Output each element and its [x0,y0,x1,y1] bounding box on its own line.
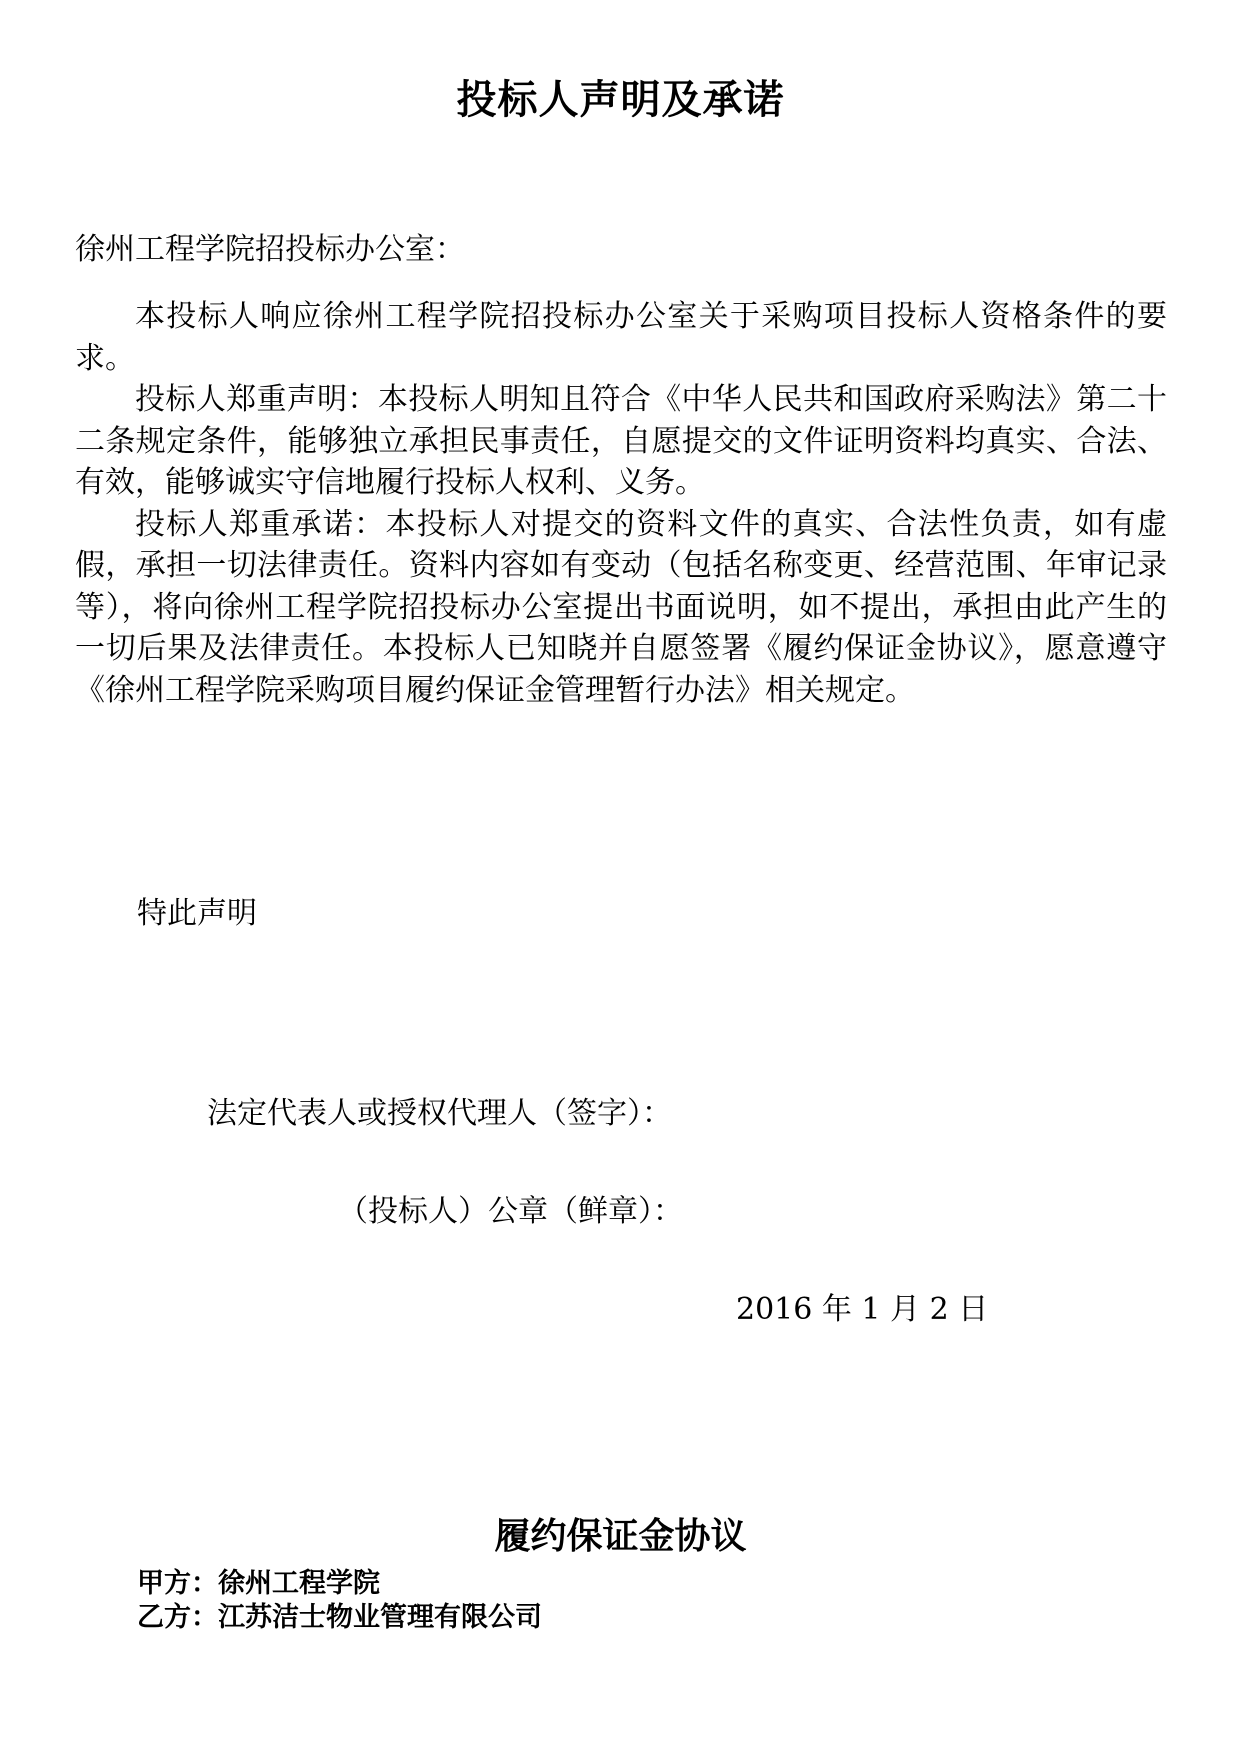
party-a: 甲方：徐州工程学院 [137,1568,380,1599]
addressee: 徐州工程学院招投标办公室： [75,232,465,267]
paragraph-statement: 投标人郑重声明：本投标人明知且符合《中华人民共和国政府采购法》第二十二条规定条件，能够独立承担民事责任，自愿提交的文件证明资料均真实、合法、有效，能够诚实守信地履行投标人权利、义务。 [75,382,1167,500]
declaration-body [75,296,1167,711]
paragraph-commitment: 投标人郑重承诺：本投标人对提交的资料文件的真实、合法性负责，如有虚假，承担一切法律责任。资料内容如有变动（包括名称变更、经营范围、年审记录等），将向徐州工程学院招投标办公室提出书面说明，如不提出，承担由此产生的一切后果及法律责任。本投标人已知晓并自愿签署《履约保证金协议》，愿意遵守《徐州工程学院采购项目履约保证金管理暂行办法》相关规定。 [75,506,1167,708]
closing-statement: 特此声明 [137,896,257,931]
signature-seal: （投标人）公章（鲜章）： [338,1194,683,1229]
signature-representative: 法定代表人或授权代理人（签字）： [207,1096,672,1131]
party-b: 乙方：江苏洁士物业管理有限公司 [137,1602,542,1633]
document-date: 2016 年 1 月 2 日 [736,1292,989,1327]
paragraph-response: 本投标人响应徐州工程学院招投标办公室关于采购项目投标人资格条件的要求。 [75,299,1167,376]
declaration-title: 投标人声明及承诺 [456,77,785,123]
agreement-title: 履约保证金协议 [494,1516,747,1557]
